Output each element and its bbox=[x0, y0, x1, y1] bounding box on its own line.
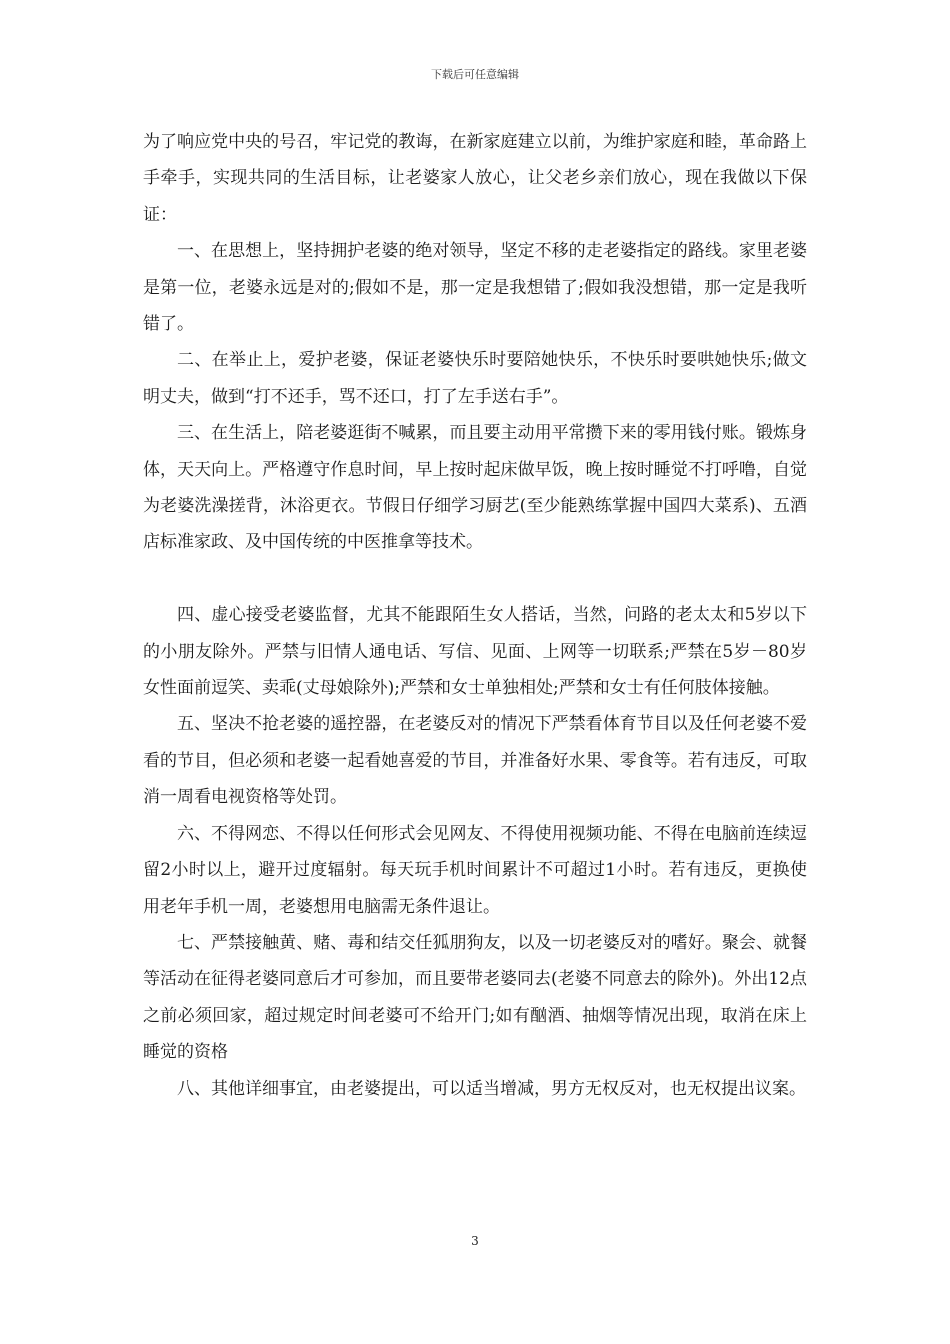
paragraph-spacer bbox=[143, 561, 807, 597]
page-number: 3 bbox=[471, 1234, 479, 1248]
clause-paragraph-3: 三、在生活上，陪老婆逛街不喊累，而且要主动用平常攒下来的零用钱付账。锻炼身体，天天向上。严格遵守作息时间，早上按时起床做早饭，晚上按时睡觉不打呼噜，自觉为老婆洗澡搓背，沐浴更衣。节假日仔细学习厨艺(至少能熟练掌握中国四大菜系)、五酒店标准家政、及中国传统的中医推拿等技术。 bbox=[143, 423, 807, 553]
clause-paragraph-1: 一、在思想上，坚持拥护老婆的绝对领导，坚定不移的走老婆指定的路线。家里老婆是第一位，老婆永远是对的;假如不是，那一定是我想错了;假如我没想错，那一定是我听错了。 bbox=[143, 241, 807, 335]
clause-paragraph-2: 二、在举止上，爱护老婆，保证老婆快乐时要陪她快乐，不快乐时要哄她快乐;做文明丈夫，做到“打不还手，骂不还口，打了左手送右手”。 bbox=[143, 350, 807, 407]
intro-paragraph: 为了响应党中央的号召，牢记党的教诲，在新家庭建立以前，为维护家庭和睦，革命路上手牵手，实现共同的生活目标，让老婆家人放心，让父老乡亲们放心，现在我做以下保证： bbox=[143, 132, 807, 225]
clause-paragraph-6: 六、不得网恋、不得以任何形式会见网友、不得使用视频功能、不得在电脑前连续逗留2小时以上，避开过度辐射。每天玩手机时间累计不可超过1小时。若有违反，更换使用老年手机一周，老婆想用电脑需无条件退让。 bbox=[143, 823, 807, 917]
clause-paragraph-8: 八、其他详细事宜，由老婆提出，可以适当增减，男方无权反对，也无权提出议案。 bbox=[177, 1078, 806, 1099]
document-body bbox=[143, 124, 807, 1107]
page-header: 下载后可任意编辑 bbox=[431, 68, 519, 81]
clause-paragraph-7: 七、严禁接触黄、赌、毒和结交任狐朋狗友，以及一切老婆反对的嗜好。聚会、就餐等活动在征得老婆同意后才可参加，而且要带老婆同去(老婆不同意去的除外)。外出12点之前必须回家，超过规定时间老婆可不给开门;如有酗酒、抽烟等情况出现，取消在床上睡觉的资格 bbox=[143, 932, 807, 1063]
clause-paragraph-5: 五、坚决不抢老婆的遥控器，在老婆反对的情况下严禁看体育节目以及任何老婆不爱看的节目，但必须和老婆一起看她喜爱的节目，并准备好水果、零食等。若有违反，可取消一周看电视资格等处罚。 bbox=[143, 714, 807, 808]
clause-paragraph-4: 四、虚心接受老婆监督，尤其不能跟陌生女人搭话，当然，问路的老太太和5岁以下的小朋友除外。严禁与旧情人通电话、写信、见面、上网等一切联系;严禁在5岁－80岁女性面前逗笑、卖乖(丈母娘除外);严禁和女士单独相处;严禁和女士有任何肢体接触。 bbox=[143, 605, 807, 699]
